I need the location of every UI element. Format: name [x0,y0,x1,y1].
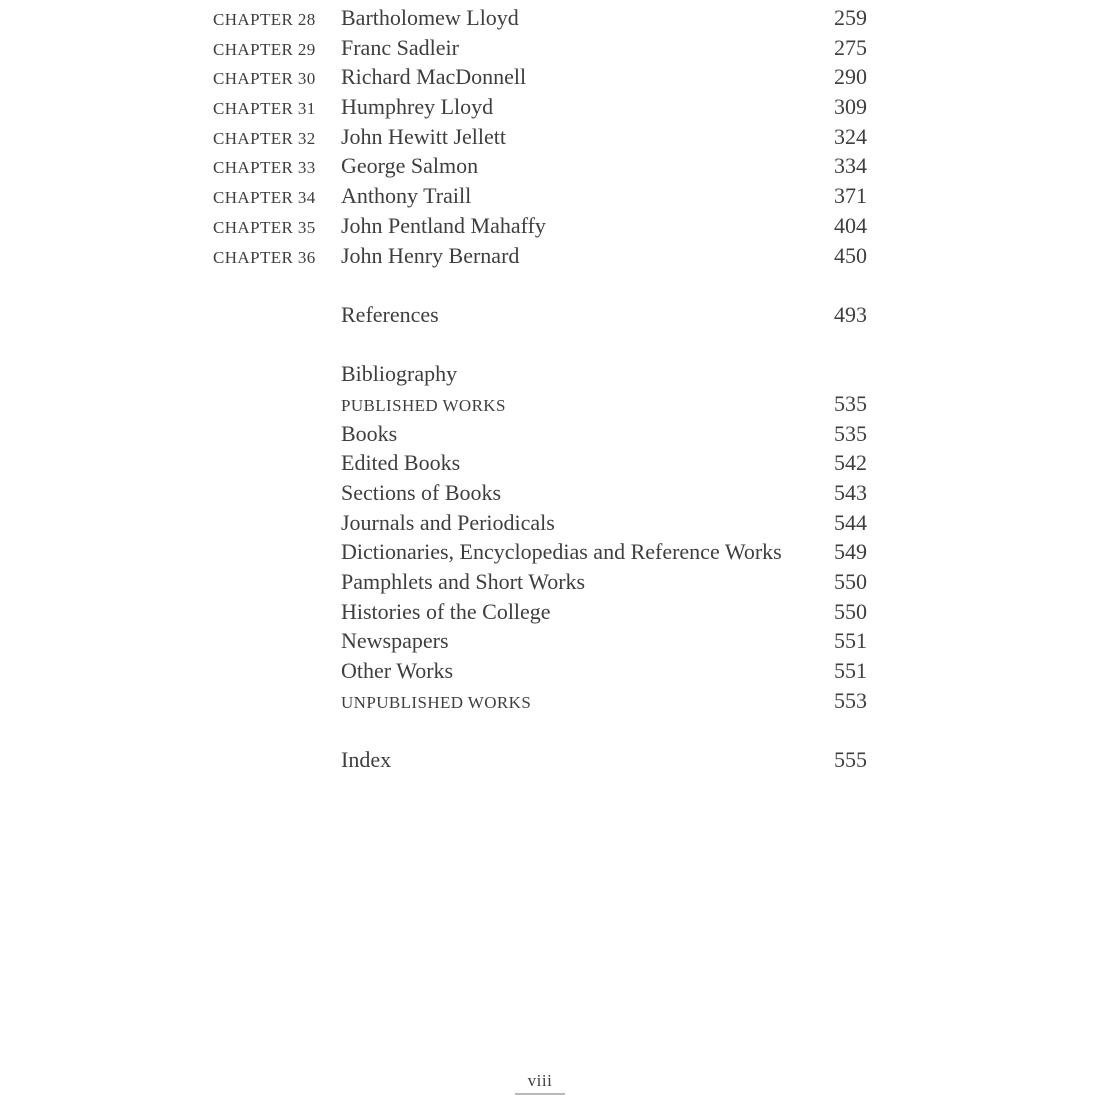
toc-bibliography-item-row [213,448,867,478]
page-number: 549 [834,539,867,565]
chapter-label: CHAPTER 34 [213,188,316,208]
page-number: 324 [834,123,867,149]
chapter-label: CHAPTER 30 [213,69,316,89]
bibliography-item-title: Newspapers [341,628,449,654]
bibliography-item-title: Pamphlets and Short Works [341,569,586,595]
bibliography-heading: Bibliography [341,361,458,387]
toc-references-row [213,300,867,330]
toc-index-row [213,745,867,775]
references-title: References [341,301,439,327]
toc-bibliography-item-row [213,567,867,597]
page-number: 371 [834,183,867,209]
chapter-title: Anthony Traill [341,183,472,209]
chapter-title: Franc Sadleir [341,34,459,60]
chapter-label: CHAPTER 28 [213,10,316,29]
chapter-label: CHAPTER 31 [213,99,316,119]
page-number: 275 [834,34,867,60]
bibliography-item-title: PUBLISHED WORKS [341,395,506,415]
toc-bibliography-item-row [213,597,867,627]
toc-chapter-row [213,62,867,92]
chapter-title: John Henry Bernard [341,242,520,268]
chapter-title: Bartholomew Lloyd [341,5,519,30]
page-number: 542 [834,450,867,476]
chapter-title: George Salmon [341,153,479,179]
chapter-label: CHAPTER 35 [213,217,316,237]
page-number: 290 [834,64,867,90]
page-number: 450 [834,242,867,268]
page-number: 551 [834,658,867,684]
page-number: 535 [834,420,867,446]
page-number: 551 [834,628,867,654]
page-number: 309 [834,94,867,120]
toc-spacer [213,330,867,360]
table-of-contents [213,3,867,775]
toc-bibliography-subhead-row [213,686,867,716]
folio-page-number: viii [515,1071,566,1095]
toc-chapter-row [213,122,867,152]
index-title: Index [341,747,392,773]
toc-bibliography-subhead-row [213,389,867,419]
chapter-title: John Hewitt Jellett [341,123,506,149]
page-number: 550 [834,598,867,624]
bibliography-item-title: Histories of the College [341,598,551,624]
toc-chapter-row [213,211,867,241]
toc-chapter-row [213,33,867,63]
toc-spacer [213,716,867,746]
chapter-label: CHAPTER 29 [213,39,316,59]
bibliography-item-title: UNPUBLISHED WORKS [341,692,532,712]
page-number: 550 [834,569,867,595]
page-number: 553 [834,687,867,713]
page-number: 259 [834,5,867,30]
page-number: 543 [834,480,867,505]
bibliography-item-title: Other Works [341,658,454,684]
bibliography-item-title: Journals and Periodicals [341,509,555,535]
chapter-title: Richard MacDonnell [341,64,527,90]
chapter-label: CHAPTER 32 [213,128,316,148]
bibliography-item-title: Books [341,420,398,446]
toc-chapter-row [213,151,867,181]
toc-chapter-row [213,92,867,122]
toc-chapter-row [213,181,867,211]
toc-bibliography-item-row [213,656,867,686]
toc-bibliography-item-row [213,478,867,508]
toc-bibliography-item-row [213,419,867,449]
page-number: 535 [834,390,867,416]
toc-chapter-row [213,241,867,271]
toc-bibliography-heading-row [213,359,867,389]
page-number: 544 [834,509,867,535]
chapter-title: Humphrey Lloyd [341,94,494,120]
bibliography-item-title: Edited Books [341,450,461,476]
toc-chapter-row [213,3,867,33]
toc-bibliography-item-row [213,508,867,538]
page-number: 493 [834,301,867,327]
toc-spacer [213,270,867,300]
page-number: 555 [834,747,867,773]
bibliography-item-title: Sections of Books [341,480,502,505]
toc-bibliography-item-row [213,537,867,567]
chapter-label: CHAPTER 36 [213,247,316,267]
toc-bibliography-item-row [213,626,867,656]
chapter-label: CHAPTER 33 [213,158,316,178]
page-number: 334 [834,153,867,179]
chapter-title: John Pentland Mahaffy [341,212,546,238]
bibliography-item-title: Dictionaries, Encyclopedias and Reference Works [341,539,782,565]
page-number: 404 [834,212,867,238]
page-footer [213,1071,867,1095]
